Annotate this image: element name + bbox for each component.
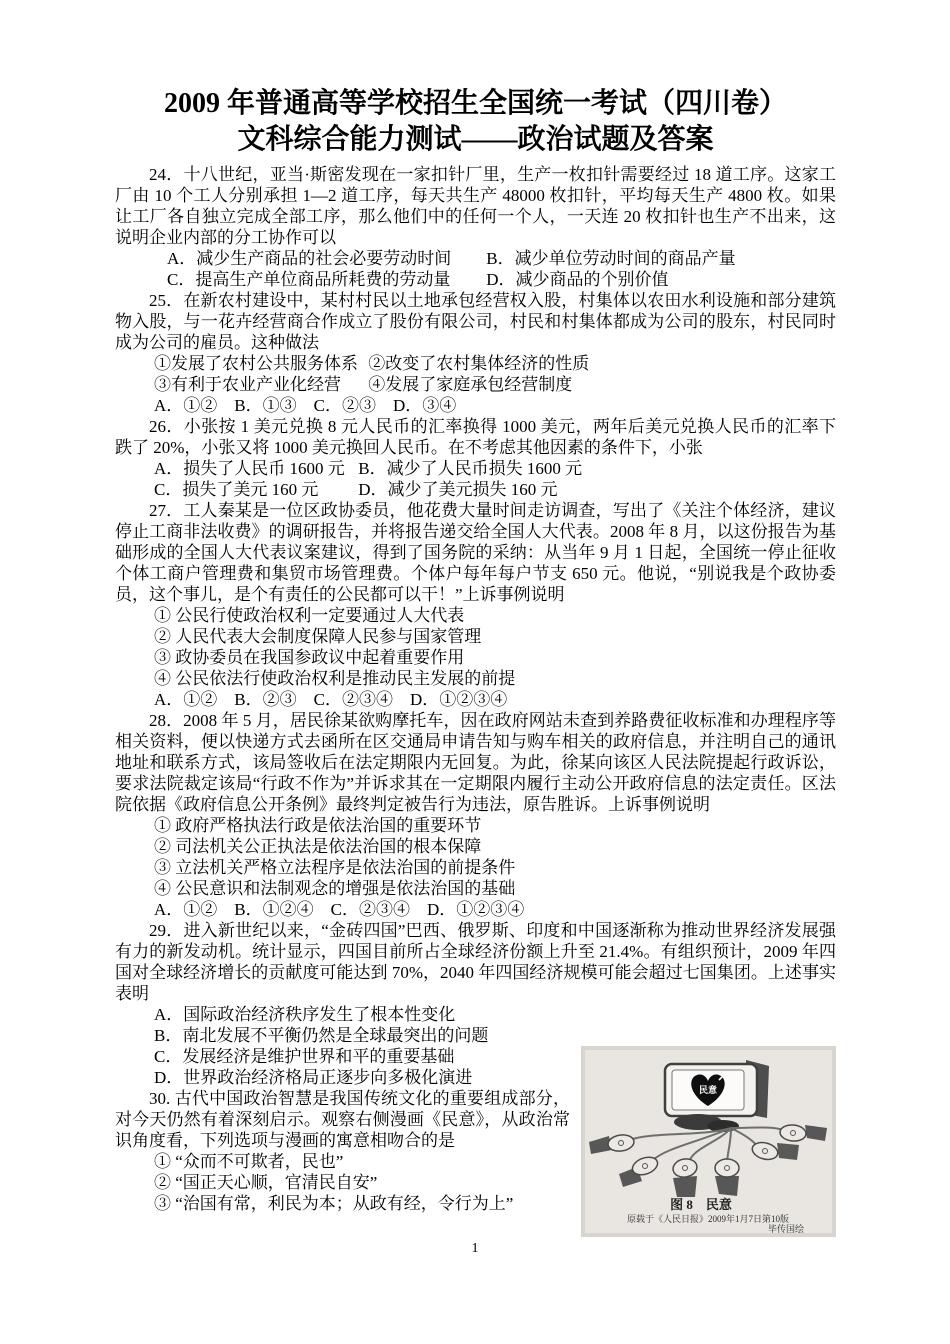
question-24-option-a: A．减少生产商品的社会必要劳动时间: [167, 249, 452, 268]
question-30-item-3: ③ “治国有常，利民为本；从政有经，令行为上”: [154, 1194, 514, 1213]
cartoon-heart-label: 民意: [698, 1085, 718, 1095]
page-content: [115, 86, 836, 1241]
question-28-item-1: ① 政府严格执法行政是依法治国的重要环节: [154, 816, 482, 835]
title-line-2: 文科综合能力测试——政治试题及答案: [237, 124, 714, 155]
question-26-option-d: D．减少了美元损失 160 元: [358, 480, 558, 499]
question-25-stem: 25．在新农村建设中，某村村民以土地承包经营权入股，村集体以农田水利设施和部分建筑物入股，与一花卉经营商合作成立了股份有限公司，村民和村集体都成为公司的股东，村民同时成为公司的雇员。这种做法: [115, 291, 836, 352]
question-29-stem: 29．进入新世纪以来，“金砖四国”巴西、俄罗斯、印度和中国逐渐称为推动世界经济发展强有力的新发动机。统计显示，四国目前所占全球经济份额上升至 21.4%。有组织预计，2009 年四国对全球经济增长的贡献度可能达到 70%，2040 年四国经济规模可能会超过七国集团。上述事实表明: [115, 921, 836, 1003]
question-26-stem: 26．小张按 1 美元兑换 8 元人民币的汇率换得 1000 美元，两年后美元兑换人民币的汇率下跌了 20%，小张又将 1000 美元换回人民币。在不考虑其他因素的条件下，小张: [115, 417, 836, 457]
question-29-option-a: A．国际政治经济秩序发生了根本性变化: [154, 1005, 456, 1024]
question-25-items-row-1: [115, 353, 836, 374]
question-29-option-b: B．南北发展不平衡仍然是全球最突出的问题: [154, 1026, 489, 1045]
question-27-item-4: ④ 公民依法行使政治权利是推动民主发展的前提: [154, 669, 516, 688]
question-25-item-1: ①发展了农村公共服务体系: [154, 354, 358, 373]
question-24-option-c: C．提高生产单位商品所耗费的劳动量: [167, 270, 451, 289]
question-25-answer-choices: A．①② B．①③ C．②③ D．③④: [154, 396, 457, 415]
question-29-option-c: C．发展经济是维护世界和平的重要基础: [154, 1047, 455, 1066]
question-24-options-row-1: [115, 248, 836, 269]
question-28-stem: 28．2008 年 5 月，居民徐某欲购摩托车，因在政府网站未查到养路费征收标准和办理程序等相关资料，便以快递方式去函所在区交通局申请告知与购车相关的政府信息，并注明自己的通讯地址和联系方式，该局签收后在法定期限内无回复。为此，徐某向该区人民法院提起行政诉讼，要求法院裁定该局“行政不作为”并诉求其在一定期限内履行主动公开政府信息的法定责任。区法院依据《政府信息公开条例》最终判定被告行为违法，原告胜诉。上诉事例说明: [115, 711, 836, 814]
question-27-item-2: ② 人民代表大会制度保障人民参与国家管理: [154, 627, 482, 646]
question-26-option-b: B．减少了人民币损失 1600 元: [358, 459, 583, 478]
question-24-option-b: B．减少单位劳动时间的商品产量: [486, 249, 736, 268]
cartoon-figure-minyi: [581, 1046, 836, 1237]
question-25-item-2: ②改变了农村集体经济的性质: [368, 354, 590, 373]
question-list: [115, 164, 836, 1234]
question-28-item-2: ② 司法机关公正执法是依法治国的根本保障: [154, 837, 482, 856]
question-27-item-3: ③ 政协委员在我国参政议中起着重要作用: [154, 648, 465, 667]
question-25-item-4: ④发展了家庭承包经营制度: [368, 375, 573, 394]
question-27-answer-choices: A．①② B．②③ C．②③④ D．①②③④: [154, 690, 508, 709]
question-30-item-1: ① “众而不可欺者，民也”: [154, 1152, 344, 1171]
question-26-options-row-2: [115, 479, 836, 500]
question-29-option-d: D．世界政治经济格局正逐步向多极化演进: [154, 1068, 473, 1087]
question-27-stem: 27．工人秦某是一位区政协委员，他花费大量时间走访调查，写出了《关注个体经济，建议停止工商非法收费》的调研报告，并将报告递交给全国人大代表。2008 年 8 月，以这份报告为基础形成的全国人大代表议案建议，得到了国务院的采纳：从当年 9 月 1 日起，全国统一停止征收个体工商户管理费和集贸市场管理费。个体户每年每户节支 650 元。他说，“别说我是个政协委员，这个事儿，是个有责任的公民都可以干！”上诉事例说明: [115, 501, 836, 604]
question-30-item-2: ② “国正天心顺，官清民自安”: [154, 1173, 378, 1192]
page-title: [115, 86, 836, 158]
question-27-item-1: ① 公民行使政治权利一定要通过人大代表: [154, 606, 465, 625]
cartoon-source: 原载于《人民日报》2009年1月7日第10版: [626, 1214, 790, 1224]
question-26-options-row-1: [115, 458, 836, 479]
title-line-1: 2009 年普通高等学校招生全国统一考试（四川卷）: [163, 88, 787, 119]
question-25-items-row-2: [115, 374, 836, 395]
cartoon-caption: 图 8 民意: [670, 1197, 732, 1212]
page-number: 1: [471, 1241, 479, 1256]
question-26-option-c: C．损失了美元 160 元: [154, 480, 319, 499]
question-25-item-3: ③有利于农业产业化经营: [154, 375, 341, 394]
question-24-stem: 24．十八世纪，亚当·斯密发现在一家扣针厂里，生产一枚扣针需要经过 18 道工序。这家工厂由 10 个工人分别承担 1—2 道工序，每天共生产 48000 枚扣针，平均每天生产 4800 枚。如果让工厂各自独立完成全部工序，那么他们中的任何一个人，一天连 20 枚扣针也生产不出来，这说明企业内部的分工协作可以: [115, 165, 836, 247]
question-28-answer-choices: A．①② B．①②④ C．②③④ D．①②③④: [154, 900, 525, 919]
cartoon-artist: 毕传国绘: [767, 1224, 805, 1234]
question-30-stem: 30. 古代中国政治智慧是我国传统文化的重要组成部分，对今天仍然有着深刻启示。观察右侧漫画《民意》，从政治常识角度看，下列选项与漫画的寓意相吻合的是: [115, 1089, 570, 1150]
question-28-item-4: ④ 公民意识和法制观念的增强是依法治国的基础: [154, 879, 516, 898]
question-24-options-row-2: [115, 269, 836, 290]
question-24-option-d: D．减少商品的个别价值: [486, 270, 669, 289]
minyi-cartoon-drawing: [581, 1046, 836, 1237]
question-26-option-a: A．损失了人民币 1600 元: [154, 459, 345, 478]
question-28-item-3: ③ 立法机关严格立法程序是依法治国的前提条件: [154, 858, 516, 877]
